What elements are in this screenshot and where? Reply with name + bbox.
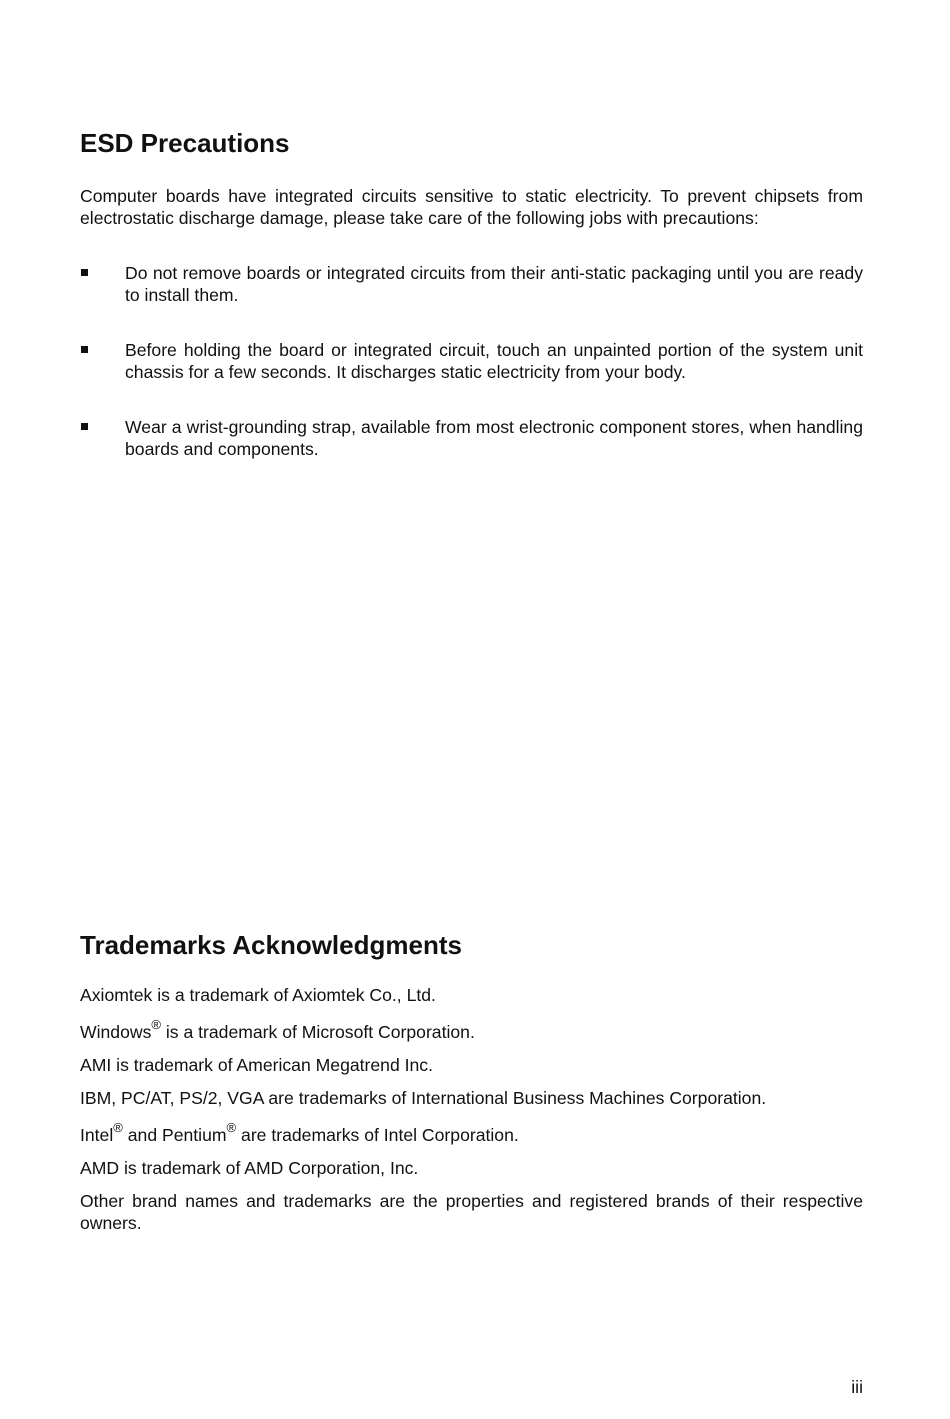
trademark-intel bbox=[80, 1120, 863, 1146]
windows-name: Windows bbox=[80, 1022, 152, 1042]
esd-precautions-heading: ESD Precautions bbox=[80, 128, 290, 158]
trademarks-heading: Trademarks Acknowledgments bbox=[80, 930, 462, 960]
list-item bbox=[80, 339, 863, 383]
registered-symbol: ® bbox=[113, 1120, 123, 1136]
bullet-text: Wear a wrist-grounding strap, available from most electronic component stores, when handling boards and components. bbox=[125, 417, 863, 459]
trademark-other: Other brand names and trademarks are the properties and registered brands of their respective owners. bbox=[80, 1191, 863, 1233]
intel-and-pentium: and Pentium bbox=[122, 1125, 227, 1145]
square-bullet-icon bbox=[80, 416, 125, 430]
esd-bullet-list bbox=[80, 262, 863, 493]
trademarks-list bbox=[80, 984, 863, 1245]
page-number: iii bbox=[851, 1377, 863, 1397]
windows-rest: is a trademark of Microsoft Corporation. bbox=[160, 1022, 475, 1042]
square-bullet-icon bbox=[80, 339, 125, 353]
list-item bbox=[80, 416, 863, 460]
esd-intro-paragraph: Computer boards have integrated circuits sensitive to static electricity. To prevent chipsets from electrostatic discharge damage, please take care of the following jobs with precautions: bbox=[80, 186, 863, 228]
trademark-windows bbox=[80, 1017, 863, 1043]
registered-symbol: ® bbox=[151, 1017, 161, 1033]
trademark-ibm: IBM, PC/AT, PS/2, VGA are trademarks of International Business Machines Corporation. bbox=[80, 1088, 767, 1108]
square-bullet-icon bbox=[80, 262, 125, 276]
intel-name: Intel bbox=[80, 1125, 114, 1145]
registered-symbol: ® bbox=[226, 1120, 237, 1136]
trademark-amd: AMD is trademark of AMD Corporation, Inc. bbox=[80, 1158, 419, 1178]
intel-rest: are trademarks of Intel Corporation. bbox=[236, 1125, 519, 1145]
trademark-axiomtek: Axiomtek is a trademark of Axiomtek Co., Ltd. bbox=[80, 985, 436, 1005]
bullet-text: Before holding the board or integrated circuit, touch an unpainted portion of the system unit chassis for a few seconds. It discharges static electricity from your body. bbox=[125, 340, 863, 382]
bullet-text: Do not remove boards or integrated circuits from their anti-static packaging until you are ready to install them. bbox=[125, 263, 863, 305]
list-item bbox=[80, 262, 863, 306]
trademark-ami: AMI is trademark of American Megatrend Inc. bbox=[80, 1055, 433, 1075]
